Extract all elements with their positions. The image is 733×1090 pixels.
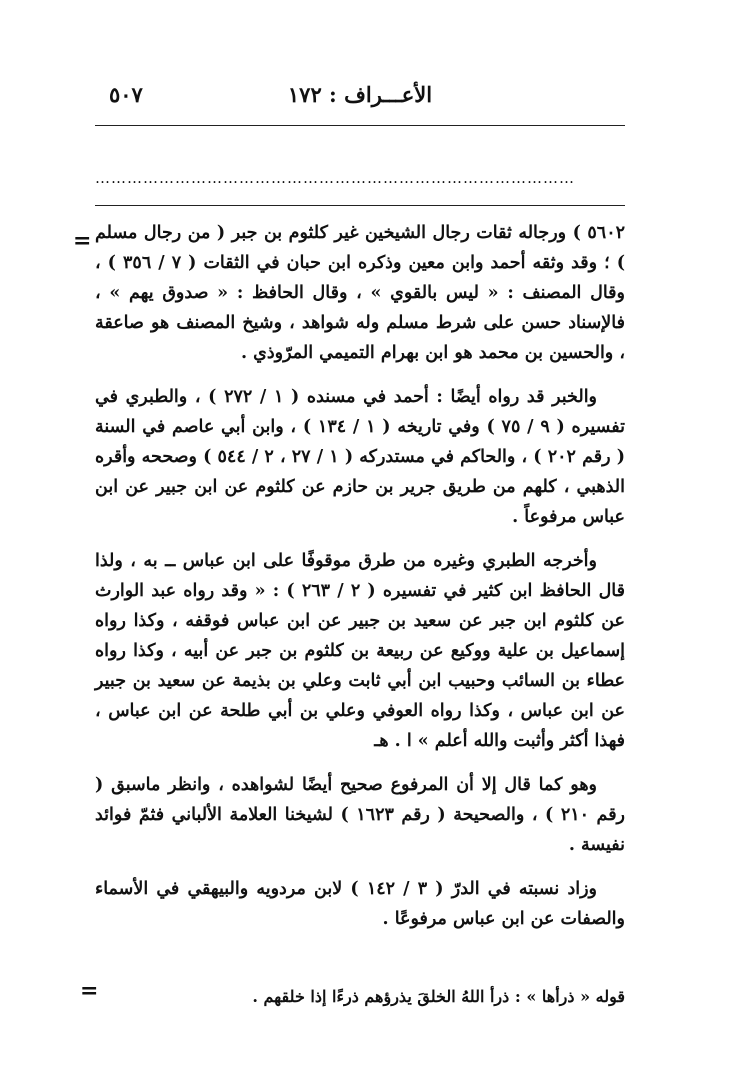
running-title: الأعـــراف : ١٧٢ bbox=[287, 82, 433, 107]
page-number: ٥٠٧ bbox=[109, 82, 143, 107]
paragraph-mawquf-routes: وأخرجه الطبري وغيره من طرق موقوفًا على ابن عباس ــ به ، ولذا قال الحافظ ابن كثير في تفسيره ( ٢ / ٢٦٣ ) : « وقد رواه عبد الوارث عن كلثوم ابن جبر عن سعيد بن جبير عن ابن عباس فوقفه ، وكذا رواه إسماعيل بن علية ووكيع عن ربيعة بن كلثوم بن جبر عن أبيه ، وكذا رواه عطاء بن السائب وحبيب ابن أبي ثابت وعلي بن بذيمة عن سعيد بن جبير عن ابن عباس ، وكذا رواه العوفي وعلي بن أبي طلحة عن ابن عباس ، فهذا أكثر وأثبت والله أعلم » ا . هـ bbox=[95, 551, 625, 751]
elision-dots: ……………………………………………………………………………… bbox=[95, 169, 575, 187]
paragraph-marfu-verdict: وهو كما قال إلا أن المرفوع صحيح أيضًا لشواهده ، وانظر ماسبق ( رقم ٢١٠ ) ، والصحيحة ( رقم ١٦٢٣ ) لشيخنا العلامة الألباني فثمّ فوائد نفيسة . bbox=[95, 775, 626, 855]
notes-rule bbox=[95, 205, 625, 206]
word-gloss-note: قوله « ذرأها » : ذرأ اللهُ الخلقَ يذرؤهم ذرءًا إذا خلقهم . bbox=[252, 987, 625, 1006]
continuation-mark: = bbox=[73, 228, 92, 254]
footnote-body bbox=[95, 218, 625, 948]
paragraph-narrators: ٥٦٠٢ ) ورجاله ثقات رجال الشيخين غير كلثوم بن جبر ( من رجال مسلم ) ؛ وقد وثقه أحمد وابن معين وذكره ابن حبان في الثقات ( ٧ / ٣٥٦ ) ، وقال المصنف : « ليس بالقوي » ، وقال الحافظ : « صدوق يهم » ، فالإسناد حسن على شرط مسلم وله شواهد ، وشيخ المصنف هو صاعقة ، والحسين بن محمد هو ابن بهرام التميمي المرّوذي . bbox=[95, 223, 625, 363]
paragraph-additional-attribution: وزاد نسبته في الدرّ ( ٣ / ١٤٢ ) لابن مردويه والبيهقي في الأسماء والصفات عن ابن عباس مرفوعًا . bbox=[95, 879, 625, 929]
page-header bbox=[95, 80, 625, 110]
paragraph-other-narrations: والخبر قد رواه أيضًا : أحمد في مسنده ( ١ / ٢٧٢ ) ، والطبري في تفسيره ( ٩ / ٧٥ ) وفي تاريخه ( ١ / ١٣٤ ) ، وابن أبي عاصم في السنة ( رقم ٢٠٢ ) ، والحاكم في مستدركه ( ١ / ٢٧ ، ٢ / ٥٤٤ ) وصححه وأقره الذهبي ، كلهم من طريق جرير بن حازم عن كلثوم عن ابن جبير عن ابن عباس مرفوعاً . bbox=[95, 387, 625, 527]
footnote-continuation-mark: = bbox=[80, 978, 99, 1004]
header-rule bbox=[95, 125, 625, 126]
